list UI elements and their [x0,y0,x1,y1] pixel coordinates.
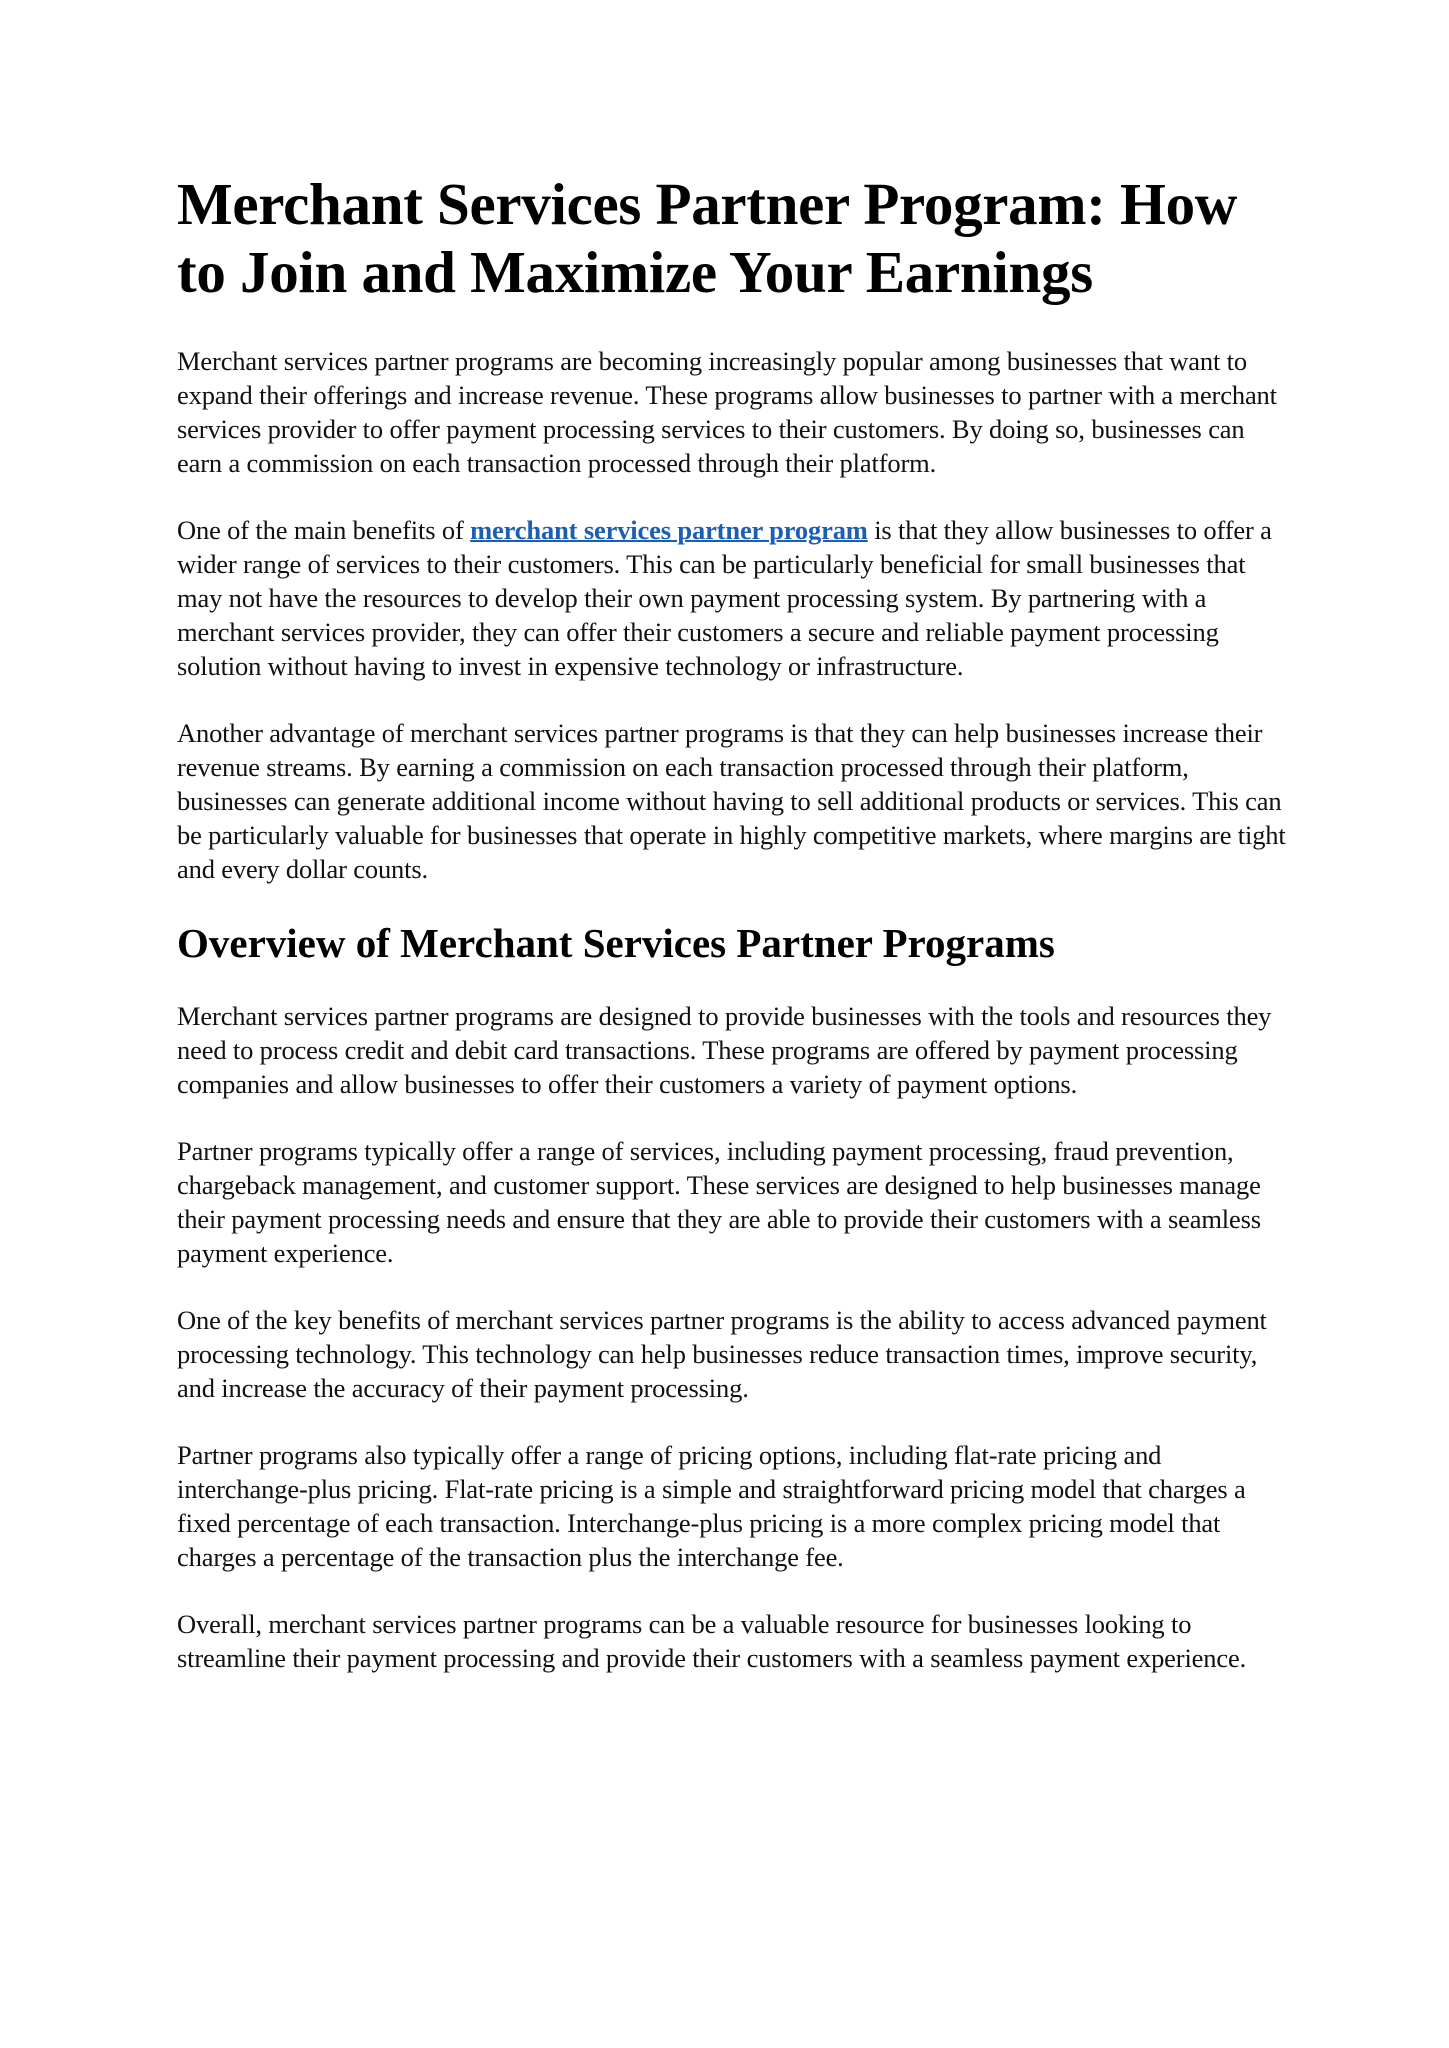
intro-paragraph-2-rest: is that they allow businesses to offer a wider range of services to their customers. This can be particularly beneficial for small businesses that may not have the resources to develop their own payment processing system. By partnering with a merchant services provider, they can offer their customers a secure and reliable payment processing solution without having to invest in expensive technology or infrastructure. [177,515,1272,681]
intro-paragraph-1: Merchant services partner programs are becoming increasingly popular among businesses that want to expand their offerings and increase revenue. These programs allow businesses to partner with a merchant services provider to offer payment processing services to their customers. By doing so, businesses can earn a commission on each transaction processed through their platform. [177,346,1277,478]
overview-paragraph-2: Partner programs typically offer a range of services, including payment processing, fraud prevention, chargeback management, and customer support. These services are designed to help businesses manage their payment processing needs and ensure that they are able to provide their customers with a seamless payment experience. [177,1136,1261,1268]
overview-paragraph-5: Overall, merchant services partner programs can be a valuable resource for businesses looking to streamline their payment processing and provide their customers with a seamless payment experience. [177,1609,1247,1673]
intro-paragraph-2 [177,513,1287,683]
intro-paragraph-2-lead: One of the main benefits of [177,515,471,545]
section-heading-overview: Overview of Merchant Services Partner Programs [177,920,1055,966]
overview-paragraph-4: Partner programs also typically offer a range of pricing options, including flat-rate pricing and interchange-plus pricing. Flat-rate pricing is a simple and straightforward pricing model that charges a fixed percentage of each transaction. Interchange-plus pricing is a more complex pricing model that charges a percentage of the transaction plus the interchange fee. [177,1440,1246,1572]
overview-paragraph-1: Merchant services partner programs are designed to provide businesses with the tools and resources they need to process credit and debit card transactions. These programs are offered by payment processing companies and allow businesses to offer their customers a variety of payment options. [177,1001,1272,1099]
document-page [177,170,1287,1708]
merchant-services-partner-program-link[interactable]: merchant services partner program [470,515,868,545]
overview-paragraph-3: One of the key benefits of merchant services partner programs is the ability to access advanced payment processing technology. This technology can help businesses reduce transaction times, improve security, and increase the accuracy of their payment processing. [177,1305,1267,1403]
page-title: Merchant Services Partner Program: How to Join and Maximize Your Earnings [177,171,1238,305]
intro-paragraph-3: Another advantage of merchant services partner programs is that they can help businesses increase their revenue streams. By earning a commission on each transaction processed through their platform, businesses can generate additional income without having to sell additional products or services. This can be particularly valuable for businesses that operate in highly competitive markets, where margins are tight and every dollar counts. [177,718,1286,884]
